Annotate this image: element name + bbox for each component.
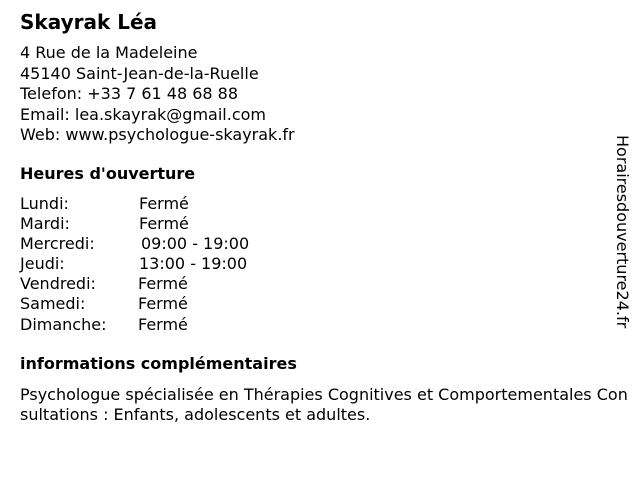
website: Web: www.psychologue-skayrak.fr bbox=[20, 125, 295, 144]
day-label: Vendredi: bbox=[20, 274, 96, 294]
hours-row-thursday bbox=[20, 254, 320, 274]
day-label: Jeudi: bbox=[20, 254, 65, 274]
day-label: Samedi: bbox=[20, 294, 86, 314]
hours-value: Fermé bbox=[139, 214, 189, 234]
hours-table bbox=[20, 194, 320, 335]
hours-value: 09:00 - 19:00 bbox=[141, 234, 250, 254]
hours-value: Fermé bbox=[138, 274, 188, 294]
address-line2: 45140 Saint-Jean-de-la-Ruelle bbox=[20, 63, 259, 83]
hours-row-sunday bbox=[20, 315, 320, 335]
info-title: informations complémentaires bbox=[20, 354, 297, 373]
day-label: Mercredi: bbox=[20, 234, 95, 254]
day-label: Dimanche: bbox=[20, 314, 107, 334]
hours-row-monday bbox=[20, 194, 320, 214]
hours-value: Fermé bbox=[138, 314, 188, 334]
hours-row-tuesday bbox=[20, 214, 320, 234]
hours-row-saturday bbox=[20, 294, 320, 314]
day-label: Mardi: bbox=[20, 214, 70, 234]
hours-row-friday bbox=[20, 274, 320, 294]
hours-value: 13:00 - 19:00 bbox=[139, 254, 248, 274]
address-line1: 4 Rue de la Madeleine bbox=[20, 43, 198, 62]
hours-value: Fermé bbox=[138, 294, 188, 314]
watermark-brand: Horairesdouverture24.fr bbox=[613, 135, 632, 329]
email: Email: lea.skayrak@gmail.com bbox=[20, 104, 266, 124]
contact-block bbox=[20, 43, 295, 146]
hours-title: Heures d'ouverture bbox=[20, 164, 196, 183]
phone: Telefon: +33 7 61 48 68 88 bbox=[20, 84, 239, 103]
business-name: Skayrak Léa bbox=[20, 10, 158, 34]
info-text: Psychologue spécialisée en Thérapies Cognitives et Comportementales Consultations : Enfants, adolescents et adultes. bbox=[20, 385, 628, 424]
hours-value: Fermé bbox=[139, 194, 189, 213]
day-label: Lundi: bbox=[20, 194, 69, 213]
hours-row-wednesday bbox=[20, 234, 320, 254]
